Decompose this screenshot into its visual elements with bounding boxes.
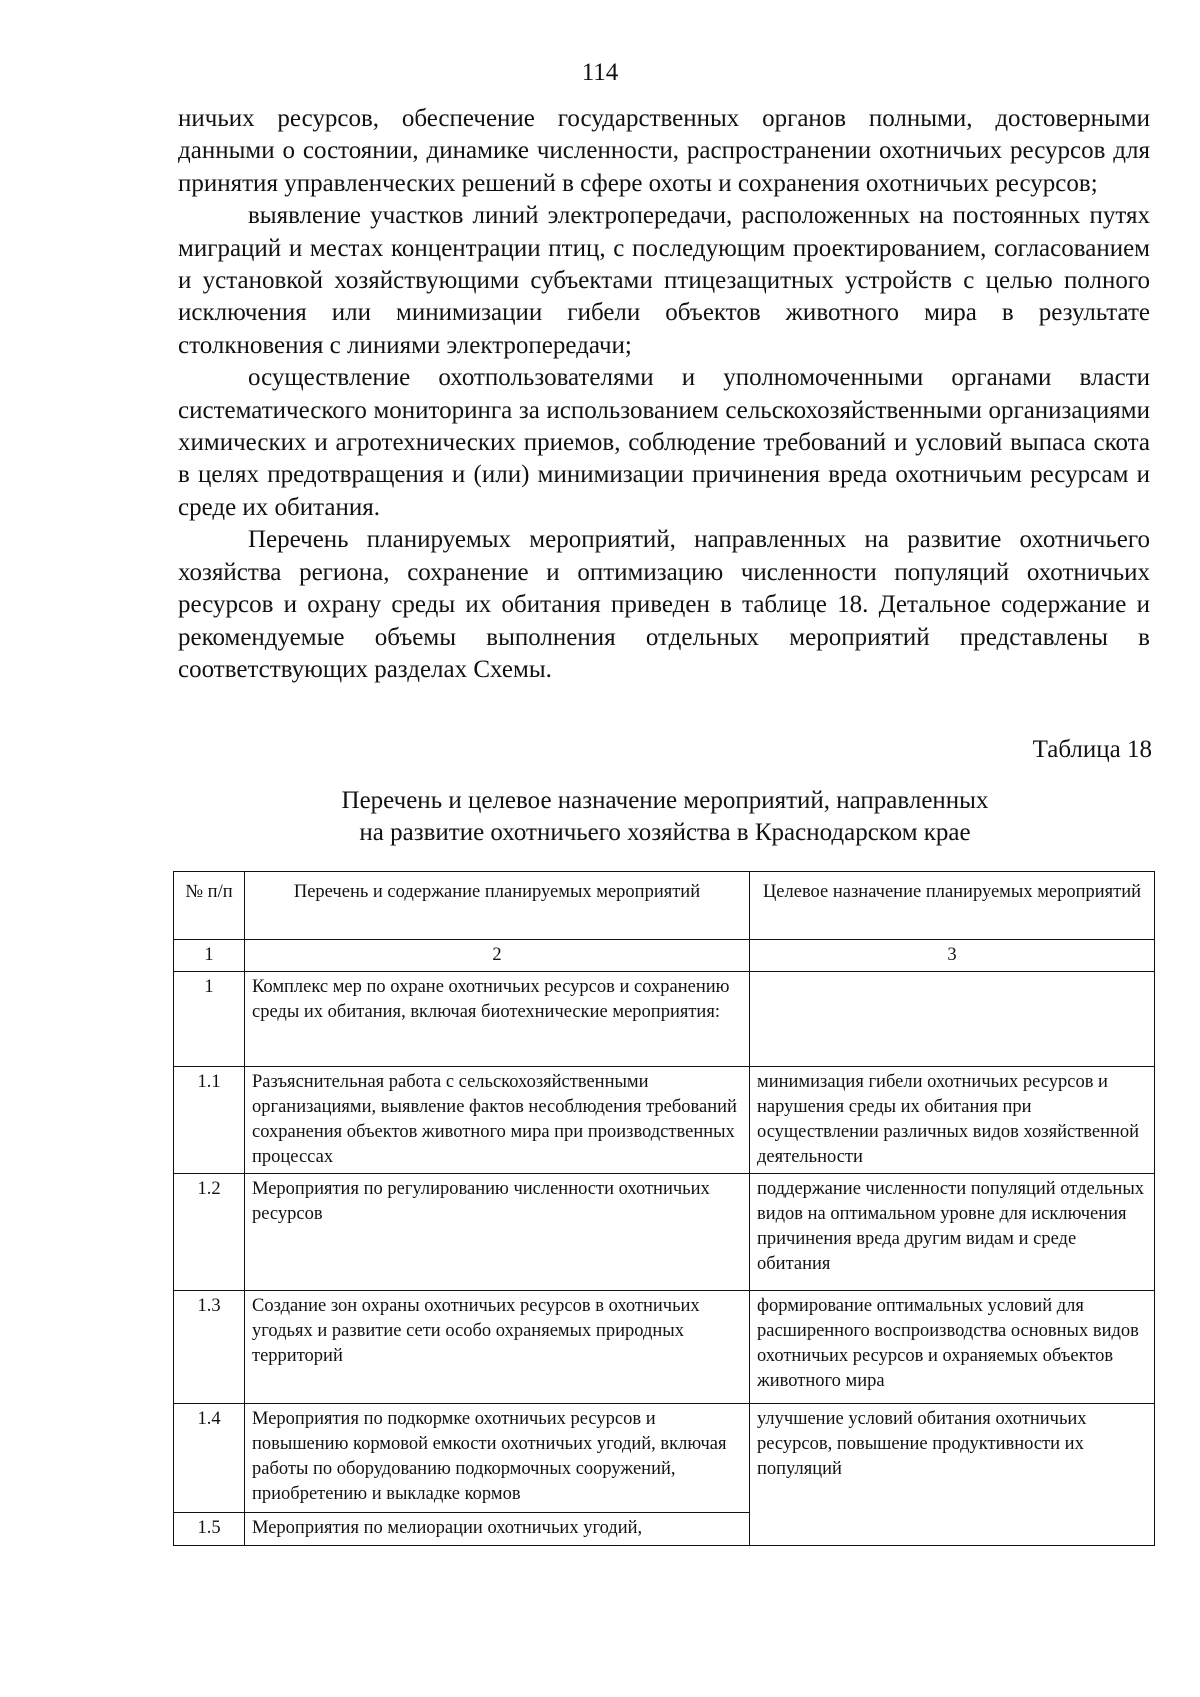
row-goal: минимизация гибели охотничьих ресурсов и нарушения среды их обитания при осуществлении различных видов хозяйственной деятельности xyxy=(750,1067,1155,1174)
table-row xyxy=(174,972,1155,1067)
header-num: № п/п xyxy=(174,872,245,940)
row-num: 1 xyxy=(174,972,245,1067)
paragraph-power-lines: выявление участков линий электропередачи, расположенных на постоянных путях миграций и местах концентрации птиц, с последующим проектированием, согласованием и установкой хозяйствующими субъектами птицезащитных устройств с целью полного исключения или минимизации гибели объектов животного мира в результате столкновения с линиями электропередачи; xyxy=(178,202,1150,359)
row-goal: поддержание численности популяций отдельных видов на оптимальном уровне для исключения причинения вреда другим видам и среде обитания xyxy=(750,1174,1155,1291)
row-list: Комплекс мер по охране охотничьих ресурсов и сохранению среды их обитания, включая биотехнические мероприятия: xyxy=(245,972,750,1067)
paragraph-monitoring: осуществление охотпользователями и уполномоченными органами власти систематического мониторинга за использованием сельскохозяйственными организациями химических и агротехнических приемов, соблюдение требований и условий выпаса скота в целях предотвращения и (или) минимизации причинения вреда охотничьим ресурсам и среде их обитания. xyxy=(178,364,1150,521)
row-list: Мероприятия по регулированию численности охотничьих ресурсов xyxy=(245,1174,750,1291)
row-list: Мероприятия по подкормке охотничьих ресурсов и повышению кормовой емкости охотничьих угодий, включая работы по оборудованию подкормочных сооружений, приобретению и выкладке кормов xyxy=(245,1404,750,1513)
table-title-line-1: Перечень и целевое назначение мероприятий, направленных xyxy=(341,787,989,814)
header-list: Перечень и содержание планируемых мероприятий xyxy=(245,872,750,940)
table-index-row xyxy=(174,940,1155,972)
row-goal: формирование оптимальных условий для расширенного воспроизводства основных видов охотничьих ресурсов и охраняемых объектов животного мира xyxy=(750,1291,1155,1404)
row-num: 1.3 xyxy=(174,1291,245,1404)
table-caption: Таблица 18 xyxy=(1032,736,1152,763)
paragraph-continuation: ничьих ресурсов, обеспечение государственных органов полными, достоверными данными о состоянии, динамике численности, распространении охотничьих ресурсов для принятия управленческих решений в сфере охоты и сохранения охотничьих ресурсов; xyxy=(178,105,1150,197)
header-goal: Целевое назначение планируемых мероприятий xyxy=(750,872,1155,940)
row-num: 1.2 xyxy=(174,1174,245,1291)
row-list: Создание зон охраны охотничьих ресурсов в охотничьих угодьях и развитие сети особо охраняемых природных территорий xyxy=(245,1291,750,1404)
row-num: 1.1 xyxy=(174,1067,245,1174)
row-goal: улучшение условий обитания охотничьих ресурсов, повышение продуктивности их популяций xyxy=(750,1404,1155,1546)
table-row xyxy=(174,1067,1155,1174)
index-cell-1: 1 xyxy=(174,940,245,972)
row-list: Разъяснительная работа с сельскохозяйственными организациями, выявление фактов несоблюдения требований сохранения объектов животного мира при производственных процессах xyxy=(245,1067,750,1174)
table-row xyxy=(174,1291,1155,1404)
row-num: 1.4 xyxy=(174,1404,245,1513)
measures-table xyxy=(173,871,1155,1546)
row-list: Мероприятия по мелиорации охотничьих угодий, xyxy=(245,1513,750,1546)
table-title xyxy=(170,785,1160,849)
body-text xyxy=(178,103,1150,686)
table-row xyxy=(174,1404,1155,1513)
paragraph-measures-list: Перечень планируемых мероприятий, направленных на развитие охотничьего хозяйства региона, сохранение и оптимизацию численности популяций охотничьих ресурсов и охрану среды их обитания приведен в таблице 18. Детальное содержание и рекомендуемые объемы выполнения отдельных мероприятий представлены в соответствующих разделах Схемы. xyxy=(178,526,1150,683)
row-num: 1.5 xyxy=(174,1513,245,1546)
index-cell-3: 3 xyxy=(750,940,1155,972)
page-number: 114 xyxy=(581,59,619,86)
index-cell-2: 2 xyxy=(245,940,750,972)
row-goal xyxy=(750,972,1155,1067)
table-title-line-2: на развитие охотничьего хозяйства в Краснодарском крае xyxy=(359,819,971,846)
table-header-row xyxy=(174,872,1155,940)
table-row xyxy=(174,1174,1155,1291)
